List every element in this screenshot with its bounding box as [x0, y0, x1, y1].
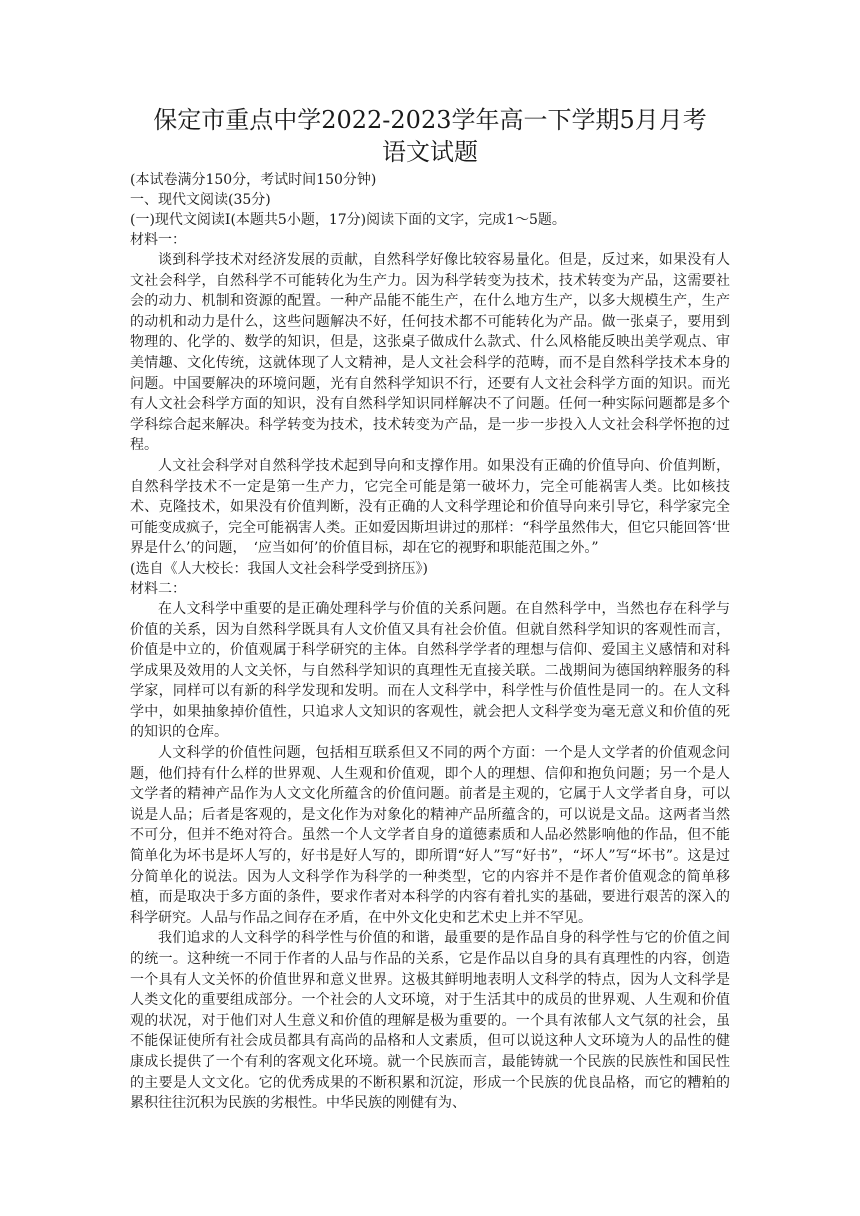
- paragraph: 我们追求的人文科学的科学性与价值的和谐，最重要的是作品自身的科学性与它的价值之间的统一。这种统一不同于作者的人品与作品的关系，它是作品以自身的具有真理性的内容，创造一个具有人文关怀的价值世界和意义世界。这极其鲜明地表明人文科学的特点，因为人文科学是人类文化的重要组成部分。一个社会的人文环境，对于生活其中的成员的世界观、人生观和价值观的状况，对于他们对人生意义和价值的理解是极为重要的。一个具有浓郁人文气氛的社会，虽不能保证使所有社会成员都具有高尚的品格和人文素质，但可以说这种人文环境为人的品性的健康成长提供了一个有利的客观文化环境。就一个民族而言，最能铸就一个民族的民族性和国民性的主要是人文文化。它的优秀成果的不断积累和沉淀，形成一个民族的优良品格，而它的糟粕的累积往往沉积为民族的劣根性。中华民族的刚健有为、: [130, 930, 730, 1112]
- source-citation: (选自《人大校长：我国人文社会科学受到挤压》): [130, 560, 428, 577]
- exam-subject-title: 语文试题: [382, 138, 478, 166]
- exam-page: [130, 104, 730, 1114]
- paragraph: 谈到科学技术对经济发展的贡献，自然科学好像比较容易量化。但是，反过来，如果没有人文社会科学，自然科学不可能转化为生产力。因为科学转变为技术，技术转变为产品，这需要社会的动力、机制和资源的配置。一种产品能不能生产，在什么地方生产，以多大规模生产，生产的动机和动力是什么，这些问题解决不好，任何技术都不可能转化为产品。做一张桌子，要用到物理的、化学的、数学的知识，但是，这张桌子做成什么款式、什么风格能反映出美学观点、审美情趣、文化传统，这就体现了人文精神，是人文社会科学的范畴，而不是自然科学技术本身的问题。中国要解决的环境问题，光有自然科学知识不行，还要有人文社会科学方面的知识。而光有人文社会科学方面的知识，没有自然科学知识同样解决不了问题。任何一种实际问题都是多个学科综合起来解决。科学转变为技术，技术转变为产品，是一步一步投入人文社会科学怀抱的过程。: [130, 252, 730, 454]
- material-label: 材料一：: [130, 232, 186, 248]
- material-label: 材料二：: [130, 580, 186, 597]
- paragraph: 在人文科学中重要的是正确处理科学与价值的关系问题。在自然科学中，当然也存在科学与价值的关系，因为自然科学既具有人文价值又具有社会价值。但就自然科学知识的客观性而言，价值是中立的，价值观属于科学研究的主体。自然科学学者的理想与信仰、爱国主义感情和对科学成果及效用的人文关怀，与自然科学知识的真理性无直接关联。二战期间为德国纳粹服务的科学家，同样可以有新的科学发现和发明。而在人文科学中，科学性与价值性是同一的。在人文科学中，如果抽象掉价值性，只追求人文知识的客观性，就会把人文科学变为毫无意义和价值的死的知识的仓库。: [130, 600, 730, 741]
- paragraph: 人文社会科学对自然科学技术起到导向和支撑作用。如果没有正确的价值导向、价值判断，自然科学技术不一定是第一生产力，它完全可能是第一破坏力，完全可能祸害人类。比如核技术、克隆技术，如果没有价值判断，没有正确的人文科学理论和价值导向来引导它，科学家完全可能变成疯子，完全可能祸害人类。正如爱因斯坦讲过的那样：“科学虽然伟大，但它只能回答‘世界是什么’的问题， ‘应当如何’的价值目标，却在它的视野和职能范围之外。”: [130, 457, 730, 557]
- subsection-heading: (一)现代文阅读I(本题共5小题，17分)阅读下面的文字，完成1～5题。: [130, 212, 566, 228]
- exam-title: 保定市重点中学2022-2023学年高一下学期5月月考: [153, 106, 707, 134]
- exam-meta: (本试卷满分150分，考试时间150分钟): [130, 172, 377, 188]
- paragraph: 人文科学的价值性问题，包括相互联系但又不同的两个方面：一个是人文学者的价值观念问题，他们持有什么样的世界观、人生观和价值观，即个人的理想、信仰和抱负问题；另一个是人文学者的精神产品作为人文文化所蕴含的价值问题。前者是主观的，它属于人文学者自身，可以说是人品；后者是客观的，是文化作为对象化的精神产品所蕴含的，可以说是文品。这两者当然不可分，但并不绝对符合。虽然一个人文学者自身的道德素质和人品必然影响他的作品，但不能简单化为坏书是坏人写的，好书是好人写的，即所谓“好人”写“好书”，“坏人”写“坏书”。这是过分简单化的说法。因为人文科学作为科学的一种类型，它的内容并不是作者价值观念的简单移植，而是取决于多方面的条件，要求作者对本科学的内容有着扎实的基础，要进行艰苦的深入的科学研究。人品与作品之间存在矛盾，在中外文化史和艺术史上并不罕见。: [130, 745, 730, 926]
- section-heading: 一、现代文阅读(35分): [130, 192, 271, 208]
